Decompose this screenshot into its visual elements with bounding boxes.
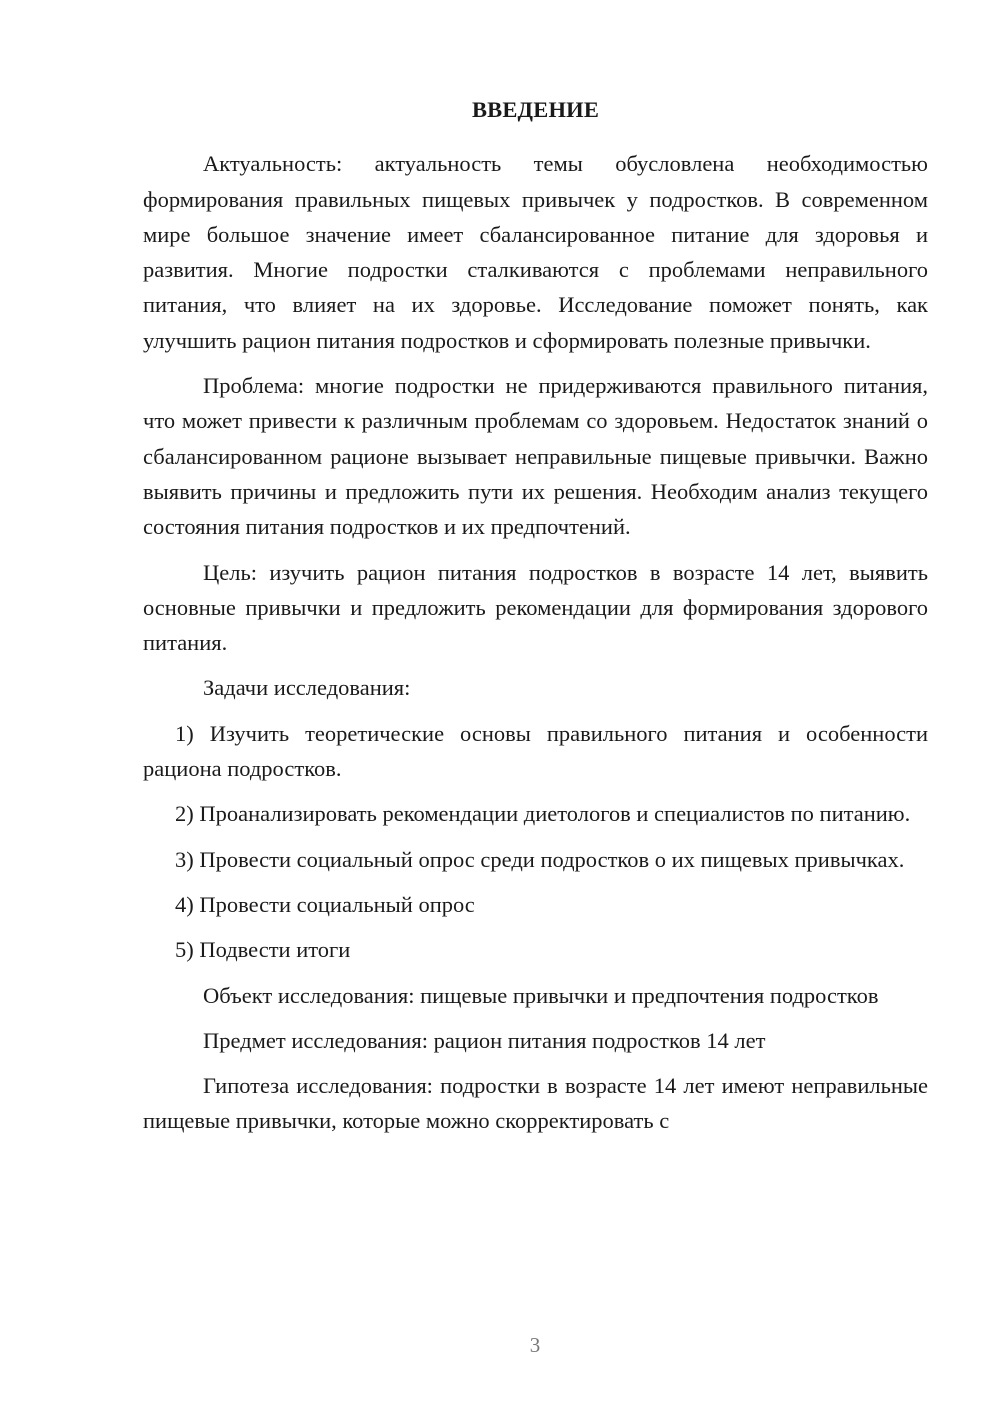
paragraph-hypothesis: Гипотеза исследования: подростки в возрасте 14 лет имеют неправильные пищевые привычки, которые можно скорректировать с — [143, 1073, 928, 1134]
paragraph-goal: Цель: изучить рацион питания подростков в возрасте 14 лет, выявить основные привычки и предложить рекомендации для формирования здорового питания. — [143, 559, 928, 656]
task-item-1: 1) Изучить теоретические основы правильного питания и особенности рациона подростков. — [143, 720, 928, 782]
task-item-5: 5) Подвести итоги — [175, 937, 351, 963]
page-content — [143, 92, 928, 1149]
task-item-4: 4) Провести социальный опрос — [175, 891, 475, 917]
paragraph-subject: Предмет исследования: рацион питания подростков 14 лет — [203, 1027, 766, 1053]
section-heading: ВВЕДЕНИЕ — [471, 97, 600, 122]
task-item-3: 3) Провести социальный опрос среди подростков о их пищевых привычках. — [175, 846, 905, 872]
paragraph-object: Объект исследования: пищевые привычки и предпочтения подростков — [203, 982, 879, 1008]
paragraph-relevance: Актуальность: актуальность темы обусловлена необходимостью формирования правильных пищевых привычек у подростков. В современном мире большое значение имеет сбалансированное питание для здоровья и развития. Многие подростки сталкиваются с проблемами неправильного питания, что влияет на их здоровье. Исследование поможет понять, как улучшить рацион питания подростков и сформировать полезные привычки. — [143, 151, 928, 353]
tasks-title: Задачи исследования: — [203, 675, 411, 701]
page-number: 3 — [529, 1333, 541, 1357]
task-item-2: 2) Проанализировать рекомендации диетологов и специалистов по питанию. — [175, 801, 911, 827]
paragraph-problem: Проблема: многие подростки не придерживаются правильного питания, что может привести к различным проблемам со здоровьем. Недостаток знаний о сбалансированном рационе вызывает неправильные пищевые привычки. Важно выявить причины и предложить пути их решения. Необходим анализ текущего состояния питания подростков и их предпочтений. — [143, 373, 928, 540]
